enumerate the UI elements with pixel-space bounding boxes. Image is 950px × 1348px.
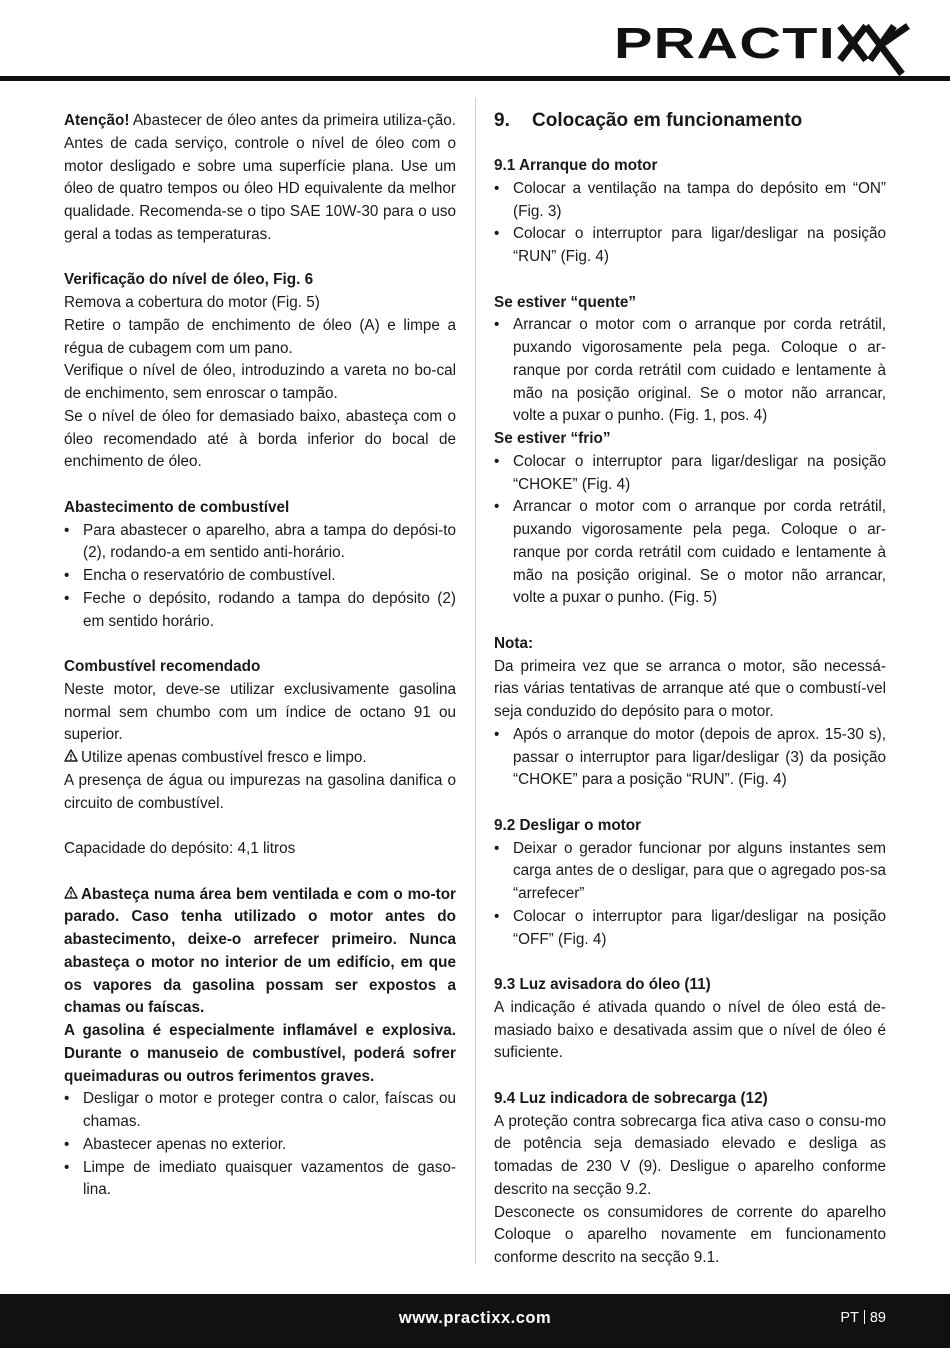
- fuel-clean-warning: [64, 747, 456, 770]
- oil-intro-text: Antes de cada serviço, controle o nível de óleo com o motor desligado e sobre uma superfície plana. Use um óleo de quatro tempos ou óleo HD equivalente da melhor qualidade. Recomenda-se o tipo SAE 10W-30 para o uso geral a todas as temperaturas.: [64, 134, 456, 243]
- list-item: • Arrancar o motor com o arranque por corda retrátil, puxando vigorosamente pela pega. Coloque o ar-ranque por corda retrátil com cuidado e lentamente à mão na posição original. Se o motor não arrancar, volte a puxar o punho. (Fig. 5): [494, 496, 886, 610]
- tank-capacity: Capacidade do depósito: 4,1 litros: [64, 840, 296, 857]
- list-item: • Limpe de imediato quaisquer vazamentos de gaso-lina.: [64, 1157, 456, 1203]
- list-item: • Colocar o interruptor para ligar/desligar na posição “RUN” (Fig. 4): [494, 223, 886, 269]
- oil-check-heading: Verificação do nível de óleo, Fig. 6: [64, 271, 314, 289]
- cold-list: [494, 451, 886, 610]
- svg-text:PRACTI: PRACTI: [614, 19, 836, 68]
- oil-light-text: A indicação é ativada quando o nível de óleo está de-masiado baixo e desativada assim que o nível de óleo é suficiente.: [494, 998, 886, 1062]
- list-item: • Após o arranque do motor (depois de aprox. 15-30 s), passar o interruptor para ligar/desligar (3) da posição “CHOKE” para a posição “RUN”. (Fig. 4): [494, 724, 886, 792]
- oil-check-line: Retire o tampão de enchimento de óleo (A) e limpe a régua de cubagem com um pano.: [64, 316, 456, 357]
- oil-light-heading: 9.3 Luz avisadora do óleo (11): [494, 976, 711, 993]
- overload-text: A proteção contra sobrecarga fica ativa caso o consu-mo de potência seja demasiado elevado e desliga as tomadas de 230 V (9). Desligue o aparelho conforme descrito na secção 9.2.: [494, 1112, 886, 1198]
- flammable-warning: A gasolina é especialmente inflamável e explosiva. Durante o manuseio de combustível, poderá sofrer queimaduras ou outros ferimentos graves.: [64, 1022, 456, 1085]
- hot-list: [494, 314, 886, 428]
- page-indicator: [840, 1310, 886, 1326]
- list-item: • Colocar o interruptor para ligar/desligar na posição “CHOKE” (Fig. 4): [494, 451, 886, 497]
- section-number: 9.: [494, 110, 510, 131]
- footer-bar: [0, 1294, 950, 1348]
- column-divider: [475, 98, 476, 1264]
- intro-paragraph: [64, 110, 456, 133]
- list-item: • Colocar o interruptor para ligar/desligar na posição “OFF” (Fig. 4): [494, 906, 886, 952]
- cold-heading: Se estiver “frio”: [494, 430, 611, 447]
- language-code: PT: [840, 1310, 859, 1326]
- note-text: Da primeira vez que se arranca o motor, são necessá-rias várias tentativas de arranque até que o combustí-vel seja conduzido do depósito para o motor.: [494, 657, 886, 720]
- list-item: • Feche o depósito, rodando a tampa do depósito (2) em sentido horário.: [64, 588, 456, 634]
- list-item: • Abastecer apenas no exterior.: [64, 1134, 456, 1157]
- right-column: [494, 110, 886, 1270]
- attention-text: Abastecer de óleo antes da primeira utiliza-ção.: [129, 112, 456, 129]
- start-list: [494, 178, 886, 269]
- overload-text: Desconecte os consumidores de corrente do aparelho Coloque o aparelho novamente em funcionamento conforme descrito na secção 9.1.: [494, 1203, 886, 1266]
- safety-list: [64, 1088, 456, 1202]
- attention-label: Atenção!: [64, 112, 130, 129]
- list-item: • Desligar o motor e proteger contra o calor, faíscas ou chamas.: [64, 1088, 456, 1134]
- safety-warning: [64, 884, 456, 1021]
- section-title-text: Colocação em funcionamento: [532, 110, 803, 131]
- hot-heading: Se estiver “quente”: [494, 293, 636, 311]
- practixx-logo-graphic: [614, 16, 914, 76]
- oil-check-line: Verifique o nível de óleo, introduzindo a vareta no bo-cal de enchimento, sem enroscar o tampão.: [64, 362, 456, 402]
- list-item: • Encha o reservatório de combustível.: [64, 565, 456, 588]
- list-item: • Deixar o gerador funcionar por alguns instantes sem carga antes de o desligar, para que o agregado pos-sa “arrefecer”: [494, 838, 886, 906]
- website-link[interactable]: www.practixx.com: [398, 1309, 552, 1327]
- note-list: [494, 724, 886, 792]
- oil-check-line: Se o nível de óleo for demasiado baixo, abasteça com o óleo recomendado até à borda inferior do bocal de enchimento de óleo.: [64, 407, 456, 471]
- fuel-fill-list: [64, 520, 456, 634]
- safety-warning-text: Abasteça numa área bem ventilada e com o mo-tor parado. Caso tenha utilizado o motor antes do abastecimento, deixe-o arrefecer primeiro. Nunca abasteça o motor no interior de um edifício, em que os vapores da gasolina possam ser expostos a chamas ou faíscas.: [64, 885, 456, 1017]
- note-heading: Nota:: [494, 634, 534, 652]
- list-item: • Arrancar o motor com o arranque por corda retrátil, puxando vigorosamente pela pega. Coloque o ar-ranque por corda retrátil com cuidado e lentamente à mão na posição original. Se o motor não arrancar, volte a puxar o punho. (Fig. 1, pos. 4): [494, 314, 886, 428]
- fuel-clean-warning-text: Utilize apenas combustível fresco e limpo.: [81, 749, 367, 766]
- stop-list: [494, 838, 886, 952]
- stop-heading: 9.2 Desligar o motor: [494, 816, 642, 834]
- list-item: • Para abastecer o aparelho, abra a tampa do depósi-to (2), rodando-a em sentido anti-horário.: [64, 520, 456, 566]
- list-item: • Colocar a ventilação na tampa do depósito em “ON” (Fig. 3): [494, 178, 886, 224]
- fuel-recommended-heading: Combustível recomendado: [64, 658, 261, 675]
- start-heading: 9.1 Arranque do motor: [494, 157, 658, 174]
- warning-triangle-icon: [64, 884, 78, 907]
- oil-check-line: Remova a cobertura do motor (Fig. 5): [64, 294, 320, 311]
- practixx-logo: [614, 16, 914, 76]
- warning-triangle-icon: [64, 747, 78, 770]
- header-rule: [0, 76, 950, 81]
- left-column: [64, 110, 456, 1202]
- overload-heading: 9.4 Luz indicadora de sobrecarga (12): [494, 1089, 768, 1107]
- section-title: [494, 110, 886, 132]
- fuel-impurity-text: A presença de água ou impurezas na gasolina danifica o circuito de combustível.: [64, 771, 456, 812]
- fuel-fill-heading: Abastecimento de combustível: [64, 498, 290, 516]
- page-number: 89: [869, 1310, 886, 1326]
- fuel-recommended-text: Neste motor, deve-se utilizar exclusivamente gasolina normal sem chumbo com um índice de octano 91 ou superior.: [64, 680, 456, 744]
